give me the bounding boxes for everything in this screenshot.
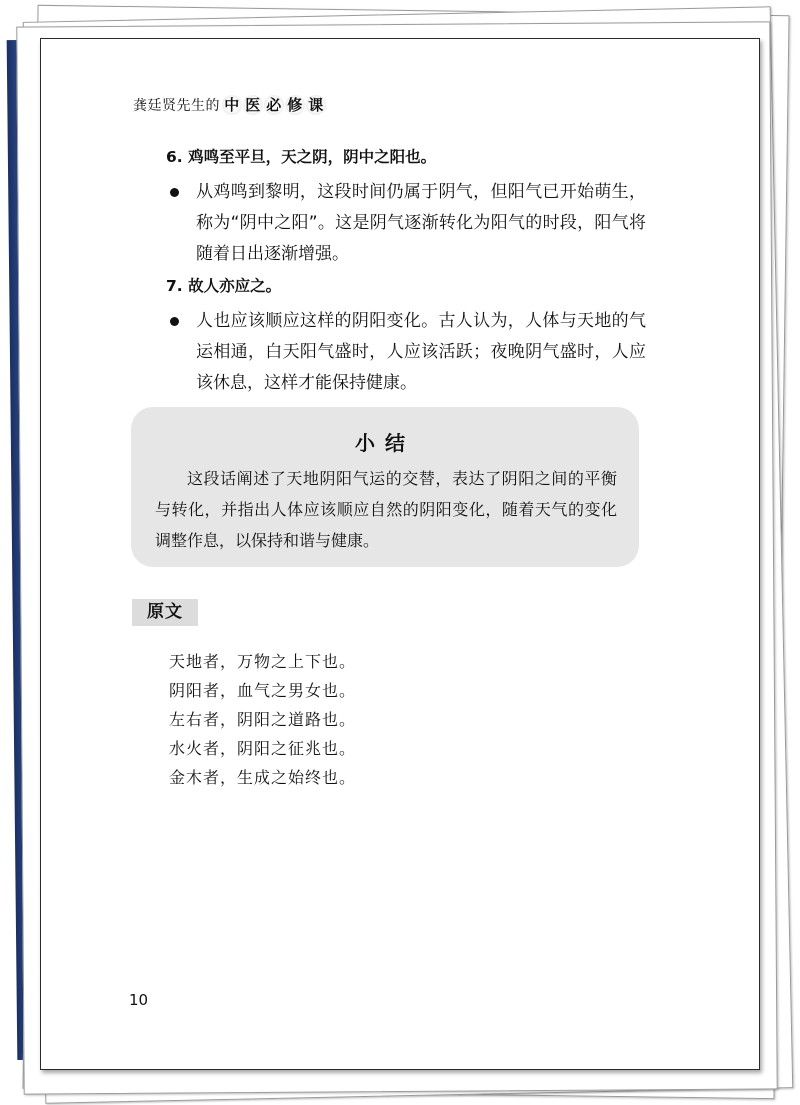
- book-title-char: 修: [285, 95, 305, 115]
- bullet-dot-icon: [170, 317, 179, 326]
- summary-body: 这段话阐述了天地阴阳气运的交替，表达了阴阳之间的平衡与转化，并指出人体应该顺应自然的阴阳变化，随着天气的变化调整作息，以保持和谐与健康。: [155, 469, 617, 550]
- original-text-tag: 原文: [132, 599, 198, 626]
- bullet-paragraph: [166, 177, 646, 270]
- bullet-text: 从鸡鸣到黎明，这段时间仍属于阴气，但阳气已开始萌生，称为“阴中之阳”。这是阴气逐渐转化为阳气的时段，阳气将随着日出逐渐增强。: [196, 182, 646, 264]
- book-title-char: 必: [264, 95, 284, 115]
- book-title-char: 中: [222, 95, 242, 115]
- main-content: [166, 145, 646, 403]
- book-title-prefix: 龚廷贤先生的: [133, 98, 220, 114]
- book-page: [40, 38, 760, 1070]
- bullet-text: 人也应该顺应这样的阴阳变化。古人认为，人体与天地的气运相通，白天阳气盛时，人应该活跃；夜晚阴气盛时，人应该休息，这样才能保持健康。: [196, 311, 646, 393]
- book-title-char: 医: [243, 95, 263, 115]
- original-line: 水火者，阴阳之征兆也。: [169, 739, 357, 758]
- summary-box: [131, 407, 639, 567]
- running-header: [133, 95, 327, 115]
- item-heading: 6. 鸡鸣至平旦，天之阴，阴中之阳也。: [166, 148, 437, 166]
- book-title-deco: [222, 95, 327, 115]
- original-line: 左右者，阴阳之道路也。: [169, 710, 357, 729]
- bullet-dot-icon: [170, 188, 179, 197]
- item-heading: 7. 故人亦应之。: [166, 277, 282, 295]
- summary-title: 小结: [355, 431, 415, 455]
- original-line: 金木者，生成之始终也。: [169, 768, 357, 787]
- bullet-paragraph: [166, 306, 646, 399]
- original-line: 阴阳者，血气之男女也。: [169, 681, 357, 700]
- page-number: 10: [129, 991, 149, 1009]
- book-title-char: 课: [306, 95, 326, 115]
- original-text-lines: [169, 647, 356, 792]
- original-line: 天地者，万物之上下也。: [169, 652, 357, 671]
